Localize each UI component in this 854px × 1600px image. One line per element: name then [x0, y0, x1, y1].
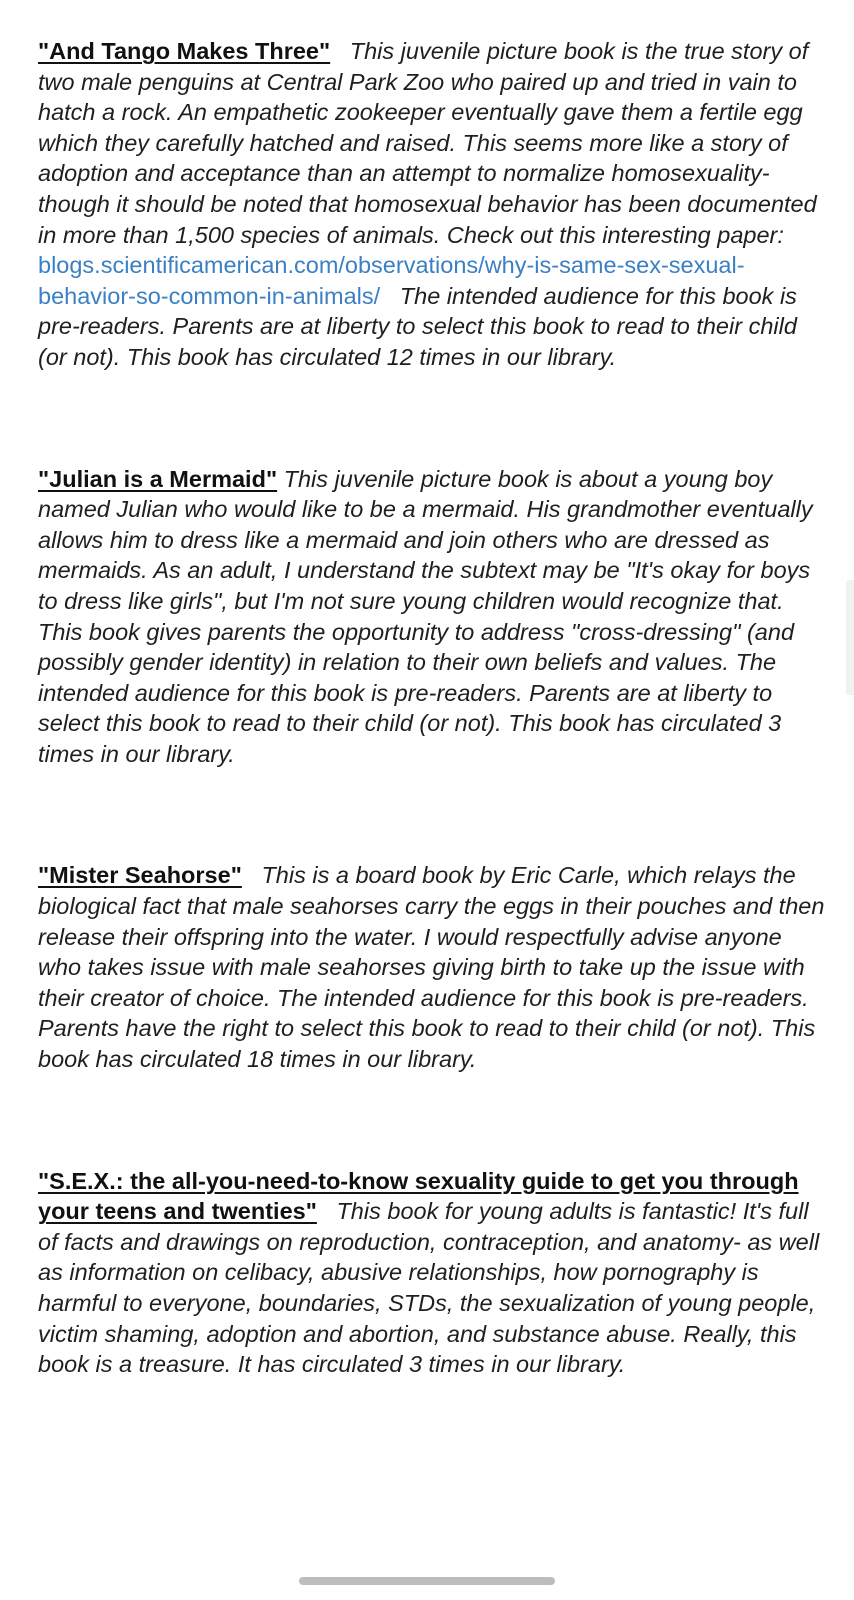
book-entry-julian-is-a-mermaid [38, 464, 828, 770]
book-entry-sex-guide [38, 1166, 828, 1380]
book-description-continued: The intended audience for this book is pre-readers. Parents are at liberty to select this book to read to their child (or not). This book has circulated 12 times in our library. [38, 282, 797, 370]
book-title: "S.E.X.: the all-you-need-to-know sexuality guide to get you through your teens and twenties" [38, 1167, 799, 1225]
book-entry-and-tango-makes-three [38, 36, 828, 373]
book-title: "Julian is a Mermaid" [38, 465, 278, 492]
book-title: "And Tango Makes Three" [38, 38, 331, 64]
home-indicator-bar[interactable] [299, 1577, 555, 1585]
book-description: This juvenile picture book is about a young boy named Julian who would like to be a mermaid. His grandmother eventually allows him to dress like a mermaid and join others who are dressed as mermaids. As an adult, I understand the subtext may be "It's okay for boys to dress like girls", but I'm not sure young children would recognize that. This book gives parents the opportunity to address "cross-dressing" (and possibly gender identity) in relation to their own beliefs and values. The intended audience for this book is pre-readers. Parents are at liberty to select this book to read to their child (or not). This book has circulated 3 times in our library. [38, 465, 813, 767]
scroll-edge-handle[interactable] [846, 580, 854, 695]
book-description: This is a board book by Eric Carle, which relays the biological fact that male seahorses carry the eggs in their pouches and then release their offspring into the water. I would respectfully advise anyone who takes issue with male seahorses giving birth to take up the issue with their creator of choice. The intended audience for this book is pre-readers. Parents have the right to select this book to read to their child (or not). This book has circulated 18 times in our library. [38, 862, 825, 1073]
document-content [38, 36, 828, 1380]
article-link[interactable]: blogs.scientificamerican.com/observations/why-is-same-sex-sexual-behavior-so-common-in-animals/ [38, 252, 745, 309]
book-entry-mister-seahorse [38, 860, 828, 1074]
book-description: This book for young adults is fantastic! It's full of facts and drawings on reproduction, contraception, and anatomy- as well as information on celibacy, abusive relationships, how pornography is harmful to everyone, boundaries, STDs, the sexualization of young people, victim shaming, adoption and abortion, and substance abuse. Really, this book is a treasure. It has circulated 3 times in our library. [38, 1198, 820, 1378]
book-description: This juvenile picture book is the true story of two male penguins at Central Park Zoo who paired up and tried in vain to hatch a rock. An empathetic zookeeper eventually gave them a fertile egg which they carefully hatched and raised. This seems more like a story of adoption and acceptance than an attempt to normalize homosexuality- though it should be noted that homosexual behavior has been documented in more than 1,500 species of animals. Check out this interesting paper: [38, 38, 817, 248]
book-title: "Mister Seahorse" [38, 862, 242, 889]
